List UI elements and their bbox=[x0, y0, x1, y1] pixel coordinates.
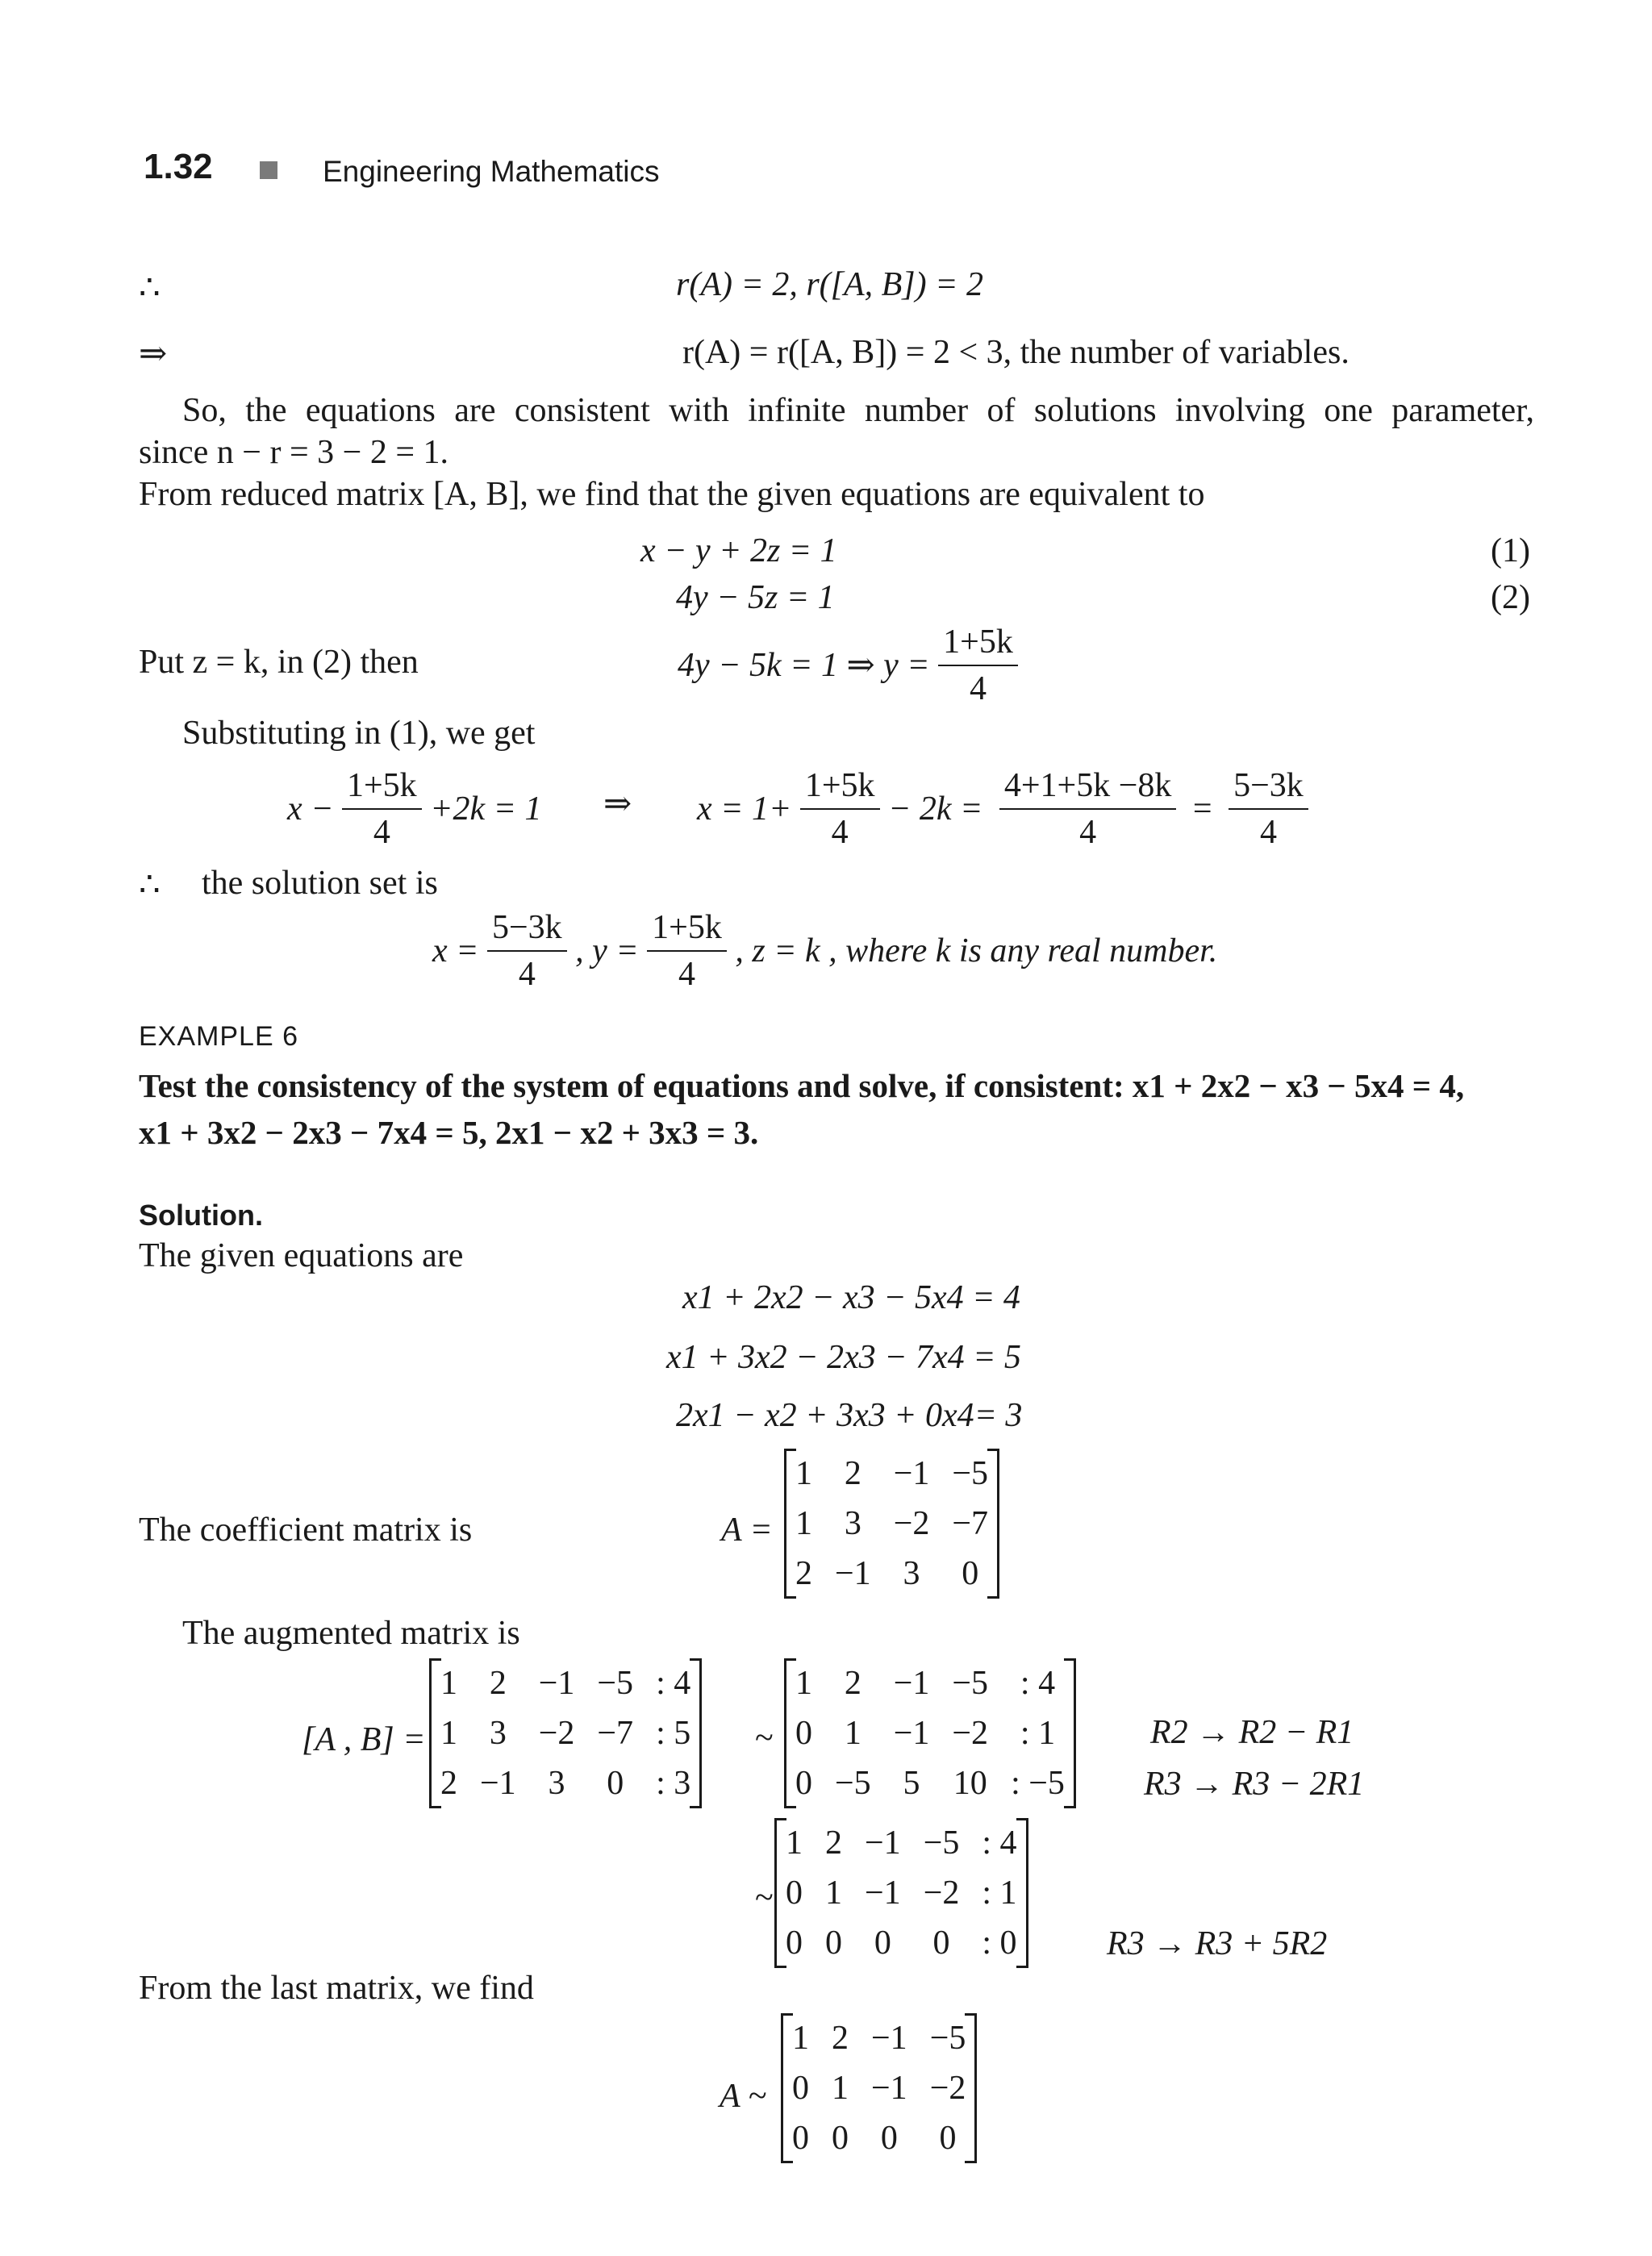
augmented-matrix-1 bbox=[429, 1658, 702, 1808]
coefficient-matrix-label: The coefficient matrix is bbox=[139, 1512, 473, 1549]
matrix-cell: 1 bbox=[786, 1824, 803, 1862]
matrix-cell: 2 bbox=[440, 1765, 457, 1802]
matrix-cell: 1 bbox=[825, 1874, 842, 1912]
example-problem-line-1: Test the consistency of the system of equations and solve, if consistent: x1 + 2x2 − x3 − 5x4 = 4, bbox=[139, 1067, 1465, 1104]
matrix-cell: 0 bbox=[795, 1715, 812, 1752]
therefore-symbol-2: ∴ bbox=[139, 866, 161, 903]
augmented-matrix-label: The augmented matrix is bbox=[182, 1615, 520, 1652]
matrix-cell: −7 bbox=[597, 1715, 634, 1752]
matrix-cell: −5 bbox=[952, 1455, 989, 1492]
matrix-cell: −1 bbox=[893, 1455, 930, 1492]
header-square-icon bbox=[260, 161, 277, 179]
matrix-cell: 3 bbox=[903, 1555, 920, 1592]
matrix-cell: −5 bbox=[597, 1665, 634, 1702]
matrix-cell: 0 bbox=[607, 1765, 624, 1802]
coefficient-A-label: A = bbox=[721, 1512, 773, 1549]
tilde-1: ~ bbox=[755, 1720, 774, 1757]
matrix-cell: : −5 bbox=[1011, 1765, 1065, 1802]
matrix-cell: 1 bbox=[440, 1665, 457, 1702]
matrix-cell: 1 bbox=[832, 2070, 849, 2107]
matrix-cell: 0 bbox=[786, 1874, 803, 1912]
matrix-cell: −2 bbox=[952, 1715, 989, 1752]
therefore-symbol: ∴ bbox=[139, 269, 161, 306]
matrix-cell: −1 bbox=[835, 1555, 871, 1592]
given-equations-text: The given equations are bbox=[139, 1237, 464, 1274]
equation-1-tag: (1) bbox=[1491, 532, 1530, 569]
matrix-cell: −1 bbox=[893, 1715, 930, 1752]
matrix-cell: 3 bbox=[844, 1505, 861, 1542]
coefficient-matrix bbox=[784, 1449, 999, 1599]
row-op-3: R3 → R3 + 5R2 bbox=[1107, 1925, 1328, 1962]
row-op-1: R2 → R2 − R1 bbox=[1150, 1714, 1354, 1751]
given-equation-1: x1 + 2x2 − x3 − 5x4 = 4 bbox=[682, 1279, 1020, 1316]
matrix-cell: 0 bbox=[795, 1765, 812, 1802]
matrix-cell: −2 bbox=[929, 2070, 966, 2107]
solution-label: Solution. bbox=[139, 1199, 263, 1232]
matrix-cell: 0 bbox=[792, 2070, 809, 2107]
substitution-result: x = 1+ $\frac{1+5k}{4}$ − 2k = $\frac{4+1+5k -8k}{4}$ = $\frac{5-3k}{4}$ bbox=[697, 766, 1308, 853]
implies-symbol: ⇒ bbox=[139, 336, 168, 373]
matrix-cell: −5 bbox=[952, 1665, 989, 1702]
matrix-cell: 0 bbox=[792, 2120, 809, 2157]
matrix-cell: 0 bbox=[880, 2120, 898, 2157]
augmented-matrix-3 bbox=[774, 1818, 1028, 1968]
matrix-cell: 2 bbox=[844, 1665, 861, 1702]
matrix-cell: −5 bbox=[929, 2020, 966, 2057]
matrix-cell: 0 bbox=[786, 1924, 803, 1962]
put-z-text: Put z = k, in (2) then bbox=[139, 644, 419, 681]
matrix-cell: 0 bbox=[825, 1924, 842, 1962]
equation-2-tag: (2) bbox=[1491, 579, 1530, 616]
implies-symbol-2: ⇒ bbox=[603, 786, 632, 823]
matrix-cell: −1 bbox=[865, 1874, 901, 1912]
final-A-label: A ~ bbox=[720, 2078, 767, 2115]
matrix-cell: −5 bbox=[923, 1824, 960, 1862]
matrix-cell: −1 bbox=[871, 2020, 907, 2057]
put-z-equation: 4y − 5k = 1 ⇒ y = $\frac{1+5k}{4}$ bbox=[678, 623, 1018, 709]
matrix-cell: −1 bbox=[865, 1824, 901, 1862]
matrix-cell: : 4 bbox=[656, 1665, 691, 1702]
matrix-cell: 3 bbox=[489, 1715, 507, 1752]
matrix-cell: 1 bbox=[844, 1715, 861, 1752]
matrix-cell: 0 bbox=[939, 2120, 957, 2157]
given-equation-3: 2x1 − x2 + 3x3 + 0x4= 3 bbox=[676, 1397, 1023, 1434]
matrix-cell: 0 bbox=[932, 1924, 950, 1962]
paragraph-equivalent: From reduced matrix [A, B], we find that the given equations are equivalent to bbox=[139, 476, 1205, 513]
augmented-AB-label: [A , B] = bbox=[302, 1721, 426, 1758]
matrix-cell: : 0 bbox=[982, 1924, 1017, 1962]
matrix-cell: −2 bbox=[538, 1715, 575, 1752]
matrix-cell: : 4 bbox=[982, 1824, 1017, 1862]
matrix-cell: 2 bbox=[489, 1665, 507, 1702]
matrix-cell: : 5 bbox=[656, 1715, 691, 1752]
fraction-y: $\frac{1+5k}{4}$ bbox=[938, 623, 1018, 709]
matrix-cell: 2 bbox=[825, 1824, 842, 1862]
matrix-cell: 10 bbox=[953, 1765, 987, 1802]
page-number: 1.32 bbox=[144, 147, 213, 186]
matrix-cell: 2 bbox=[795, 1555, 812, 1592]
rank-line-2: r(A) = r([A, B]) = 2 < 3, the number of variables. bbox=[682, 334, 1350, 371]
matrix-cell: −2 bbox=[923, 1874, 960, 1912]
matrix-cell: : 3 bbox=[656, 1765, 691, 1802]
matrix-cell: : 1 bbox=[982, 1874, 1017, 1912]
matrix-cell: 2 bbox=[832, 2020, 849, 2057]
matrix-cell: 1 bbox=[795, 1665, 812, 1702]
augmented-matrix-2 bbox=[784, 1658, 1076, 1808]
substituting-text: Substituting in (1), we get bbox=[182, 715, 536, 752]
last-matrix-text: From the last matrix, we find bbox=[139, 1970, 534, 2007]
fraction-sub-1: $\frac{1+5k}{4}$ bbox=[342, 766, 422, 853]
book-title: Engineering Mathematics bbox=[323, 155, 660, 188]
given-equation-2: x1 + 3x2 − 2x3 − 7x4 = 5 bbox=[666, 1339, 1021, 1376]
matrix-cell: −1 bbox=[893, 1665, 930, 1702]
row-op-2: R3 → R3 − 2R1 bbox=[1144, 1766, 1365, 1803]
matrix-cell: 5 bbox=[903, 1765, 920, 1802]
matrix-cell: 1 bbox=[792, 2020, 809, 2057]
matrix-cell: 2 bbox=[844, 1455, 861, 1492]
substitution-equation: x − $\frac{1+5k}{4}$ +2k = 1 bbox=[287, 767, 542, 852]
paragraph-consistent: So, the equations are consistent with infinite number of solutions involving one parameter, bbox=[182, 392, 1534, 429]
matrix-cell: 0 bbox=[832, 2120, 849, 2157]
rank-line-1: r(A) = 2, r([A, B]) = 2 bbox=[676, 266, 983, 303]
solution-set-equation: x = $\frac{5-3k}{4}$ , y = $\frac{1+5k}{4}$ , z = k , where k is any real number. bbox=[432, 909, 1218, 994]
matrix-cell: −7 bbox=[952, 1505, 989, 1542]
matrix-cell: −2 bbox=[893, 1505, 930, 1542]
example-label: EXAMPLE 6 bbox=[139, 1021, 298, 1052]
matrix-cell: : 1 bbox=[1020, 1715, 1056, 1752]
final-matrix bbox=[781, 2013, 977, 2163]
paragraph-consistent-cont: since n − r = 3 − 2 = 1. bbox=[139, 434, 449, 471]
equation-2: 4y − 5z = 1 bbox=[676, 579, 835, 616]
matrix-cell: 0 bbox=[874, 1924, 891, 1962]
matrix-cell: 1 bbox=[795, 1455, 812, 1492]
matrix-cell: −5 bbox=[835, 1765, 871, 1802]
matrix-cell: : 4 bbox=[1020, 1665, 1056, 1702]
matrix-cell: −1 bbox=[538, 1665, 575, 1702]
example-problem-line-2: x1 + 3x2 − 2x3 − 7x4 = 5, 2x1 − x2 + 3x3 = 3. bbox=[139, 1114, 759, 1151]
solution-set-text: the solution set is bbox=[202, 865, 438, 902]
matrix-cell: −1 bbox=[480, 1765, 516, 1802]
matrix-cell: 1 bbox=[440, 1715, 457, 1752]
matrix-cell: 1 bbox=[795, 1505, 812, 1542]
matrix-cell: −1 bbox=[871, 2070, 907, 2107]
tilde-2: ~ bbox=[755, 1879, 774, 1916]
matrix-cell: 0 bbox=[962, 1555, 979, 1592]
matrix-cell: 3 bbox=[548, 1765, 565, 1802]
equation-1: x − y + 2z = 1 bbox=[640, 532, 837, 569]
